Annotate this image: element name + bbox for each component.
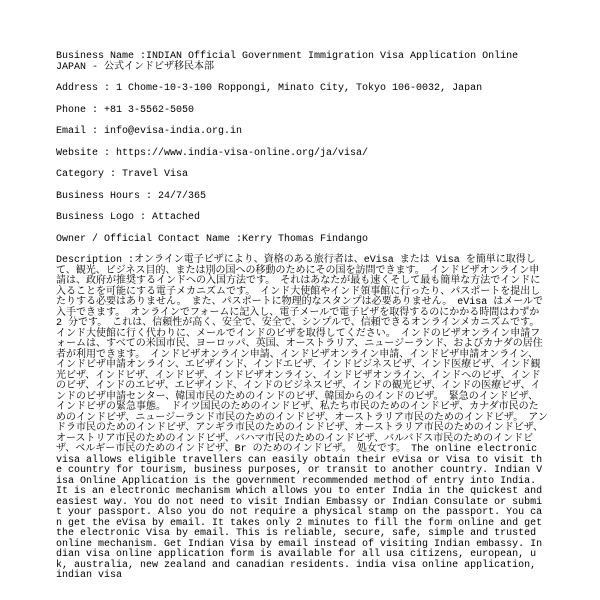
business-logo-line: Business Logo : Attached xyxy=(56,212,201,223)
description-paragraph: Description :オンライン電子ビザにより、資格のある旅行者は、eVisa または Visa を簡単に取得して、観光、ビジネス目的、または別の国への移動のためにその国を訪問できます。 インドビザオンライン申請は、政府が推奨するインドへの入国方法です。 それはあなたが最も速くそして最も簡単な方法でインドに入ることを可能にする電子メカニズムです。 インド大使館やインド領事館に行ったり、パスポートを提出したりする必要はありません。 また、パスポートに物理的なスタンプは必要ありません。 eVisa はメールで入手できます。 オンラインでフォームに記入し、電子メールで電子ビザを取得するのにかかる時間はわずか 2 分です。 これは、信頼性が高く、安全で、安全で、シンプルで、信頼できるオンラインメカニズムです。 インド大使館に行く代わりに、メールでインドのビザを取得してください。 インドのビザオンライン申請フォームは、すべての米国市民、ヨーロッパ、英国、オーストラリア、ニュージーランド、およびカナダの居住者が利用できます。 インドビザオンライン申請、インドビザオンライン申請、インドビザ申請オンライン、インドビザ申請オンライン、エビザインド、インドエビザ、インドビジネスビザ、インド医療ビザ、インド観光ビザ、インドビザ、インドビザ、インドビザオンライン、インドビザオンライン、インドへのビザ、インドのビザ、インドのエビザ、エビザインド、インドのビジネスビザ、インドの観光ビザ、インドの医療ビザ、インドのビザ申請センター、韓国市民のためのインドのビザ、韓国からのインドのビザ。 緊急のインドビザ、インドビザの緊急事態。 ドイツ国民のためのインドビザ、私たち市民のためのインドビザ、カナダ市民のためのインドビザ、ニュージーランド市民のためのインドビザ、オーストラリア市民のためのインドビザ。 アンドラ市民のためのインドビザ、アンギラ市民のためのインドビザ、オーストラリア市民のためのインドビザ、オーストリア市民のためのインドビザ、バハマ市民のためのインドビザ、バルバドス市民のためのインドビザ、ベルギー市民のためのインドビザ、Br のためのインドビザ。 処女です。 The online electronic visa allows eligible travellers can easily obtain their eVisa or Visa to visit the country for tourism, business purposes, or transit to another country. Indian Visa Online Application is the government recommended method of entry into India. It is an electronic mechanism which allows you to enter India in the quickest and easiest way. You do not need to visit Indian Embassy or Indian Consulate or submit your passport. Also you do not require a physical stamp on the passport. You can get the eVisa by email. It takes only 2 minutes to fill the form online and get the electronic Visa by email. This is reliable, secure, safe, simple and trusted online mechanism. Get Indian Visa by email instead of visiting Indian embassy. Indian visa online application form is available for all usa citizens, european, uk, australia, new zealand and canadian residents. india visa online application, indian visa xyxy=(56,255,548,581)
address-line: Address : 1 Chome-10-3-100 Roppongi, Minato City, Tokyo 106-0032, Japan xyxy=(56,83,483,94)
owner-contact-line: Owner / Official Contact Name :Kerry Thomas Findango xyxy=(56,233,369,245)
business-hours-line: Business Hours : 24/7/365 xyxy=(56,190,207,202)
website-line: Website : https://www.india-visa-online.org/ja/visa/ xyxy=(56,147,369,159)
phone-line: Phone : +81 3-5562-5050 xyxy=(56,104,195,116)
category-line: Category : Travel Visa xyxy=(56,169,189,180)
email-line: Email : info@evisa-india.org.in xyxy=(56,126,243,137)
business-name-line: Business Name :INDIAN Official Government Immigration Visa Application Online JAPAN - 公式インドビザ移民本部 xyxy=(56,51,525,73)
business-listing-document xyxy=(56,52,548,582)
